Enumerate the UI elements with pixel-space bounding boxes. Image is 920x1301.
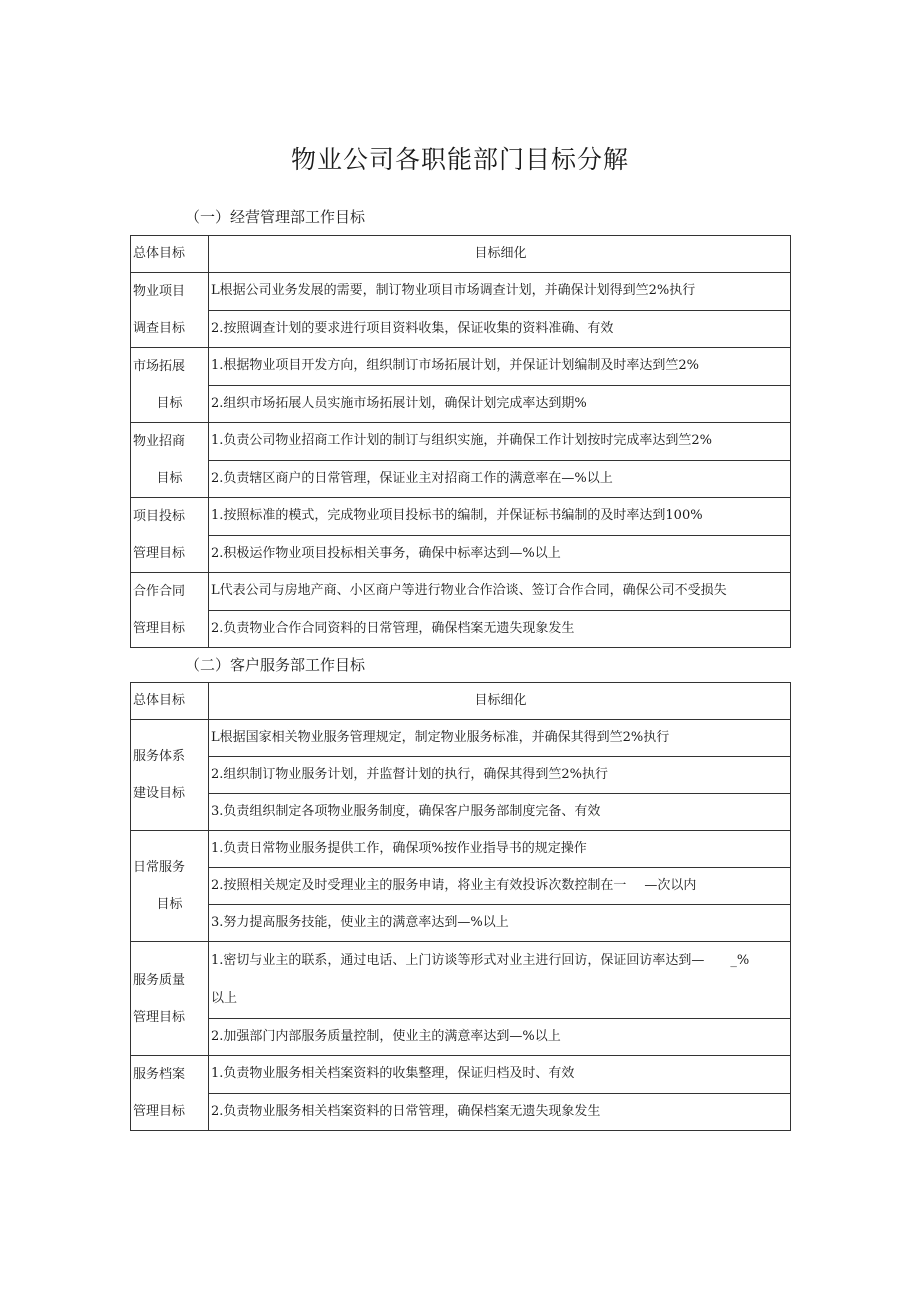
detail-item: 1.负责日常物业服务提供工作，确保项%按作业指导书的规定操作: [209, 831, 791, 868]
category-cell: [131, 423, 209, 498]
detail-item: 2.组织市场拓展人员实施市场拓展计划，确保计划完成率达到期%: [209, 385, 791, 423]
detail-item: L代表公司与房地产商、小区商户等进行物业合作洽谈、签订合作合同，确保公司不受损失: [209, 573, 791, 611]
category-label-line1: 项目投标: [133, 509, 186, 524]
detail-item-text: 2.按照相关规定及时受理业主的服务申请，将业主有效投诉次数控制在一: [211, 878, 627, 893]
detail-item: 2.负责物业服务相关档案资料的日常管理，确保档案无遗失现象发生: [209, 1093, 791, 1131]
detail-item: 1.负责公司物业招商工作计划的制订与组织实施，并确保工作计划按时完成率达到竺2%: [209, 423, 791, 461]
detail-item: L根据公司业务发展的需要，制订物业项目市场调查计划，并确保计划得到竺2%执行: [209, 273, 791, 311]
detail-item-suffix: _%: [730, 953, 750, 968]
detail-item: 1.负责物业服务相关档案资料的收集整理，保证归档及时、有效: [209, 1056, 791, 1094]
table-row: [131, 610, 791, 648]
detail-item: 2.加强部门内部服务质量控制，使业主的满意率达到—%以上: [209, 1019, 791, 1056]
detail-item: 3.负责组织制定各项物业服务制度，确保客户服务部制度完备、有效: [209, 794, 791, 831]
table-row: [131, 348, 791, 386]
page-title: 物业公司各职能部门目标分解: [290, 145, 629, 174]
table-row: [131, 1056, 791, 1094]
category-cell: [131, 720, 209, 831]
category-label-line2: 目标: [156, 396, 183, 411]
table-row: [131, 942, 791, 1019]
header-detail: 目标细化: [209, 236, 791, 273]
category-label-line1: 合作合同: [133, 584, 186, 599]
table-header-row: [131, 683, 791, 720]
detail-item: [209, 942, 791, 1019]
table-row: [131, 498, 791, 536]
table-row: [131, 868, 791, 905]
header-total: 总体目标: [131, 236, 209, 273]
detail-item: 2.积极运作物业项目投标相关事务，确保中标率达到—%以上: [209, 535, 791, 573]
category-cell: [131, 942, 209, 1056]
category-label-line2: 管理目标: [133, 1104, 186, 1119]
category-cell: [131, 273, 209, 348]
category-label-line1: 市场拓展: [133, 359, 186, 374]
detail-item: 3.努力提高服务技能，使业主的满意率达到—%以上: [209, 905, 791, 942]
customer-service-goals-table: [130, 682, 791, 1131]
table-row: [131, 535, 791, 573]
detail-item: 2.负责物业合作合同资料的日常管理，确保档案无遗失现象发生: [209, 610, 791, 648]
table-row: [131, 460, 791, 498]
section-heading-customer-service: （二）客户服务部工作目标: [185, 656, 366, 674]
table-row: [131, 794, 791, 831]
table-row: [131, 573, 791, 611]
table-row: [131, 831, 791, 868]
detail-item: 1.根据物业项目开发方向，组织制订市场拓展计划，并保证计划编制及时率达到竺2%: [209, 348, 791, 386]
table-row: [131, 423, 791, 461]
category-cell: [131, 831, 209, 942]
detail-item-text: 1.密切与业主的联系，通过电话、上门访谈等形式对业主进行回访，保证回访率达到—: [211, 953, 705, 968]
category-label-line1: 物业招商: [133, 434, 186, 449]
category-label-line2: 目标: [156, 471, 183, 486]
category-cell: [131, 1056, 209, 1131]
header-total: 总体目标: [131, 683, 209, 720]
category-label-line1: 日常服务: [133, 860, 186, 875]
detail-item: [209, 868, 791, 905]
table-row: [131, 310, 791, 348]
detail-item: L根据国家相关物业服务管理规定，制定物业服务标准，并确保其得到竺2%执行: [209, 720, 791, 757]
category-cell: [131, 573, 209, 648]
table-row: [131, 1093, 791, 1131]
category-label-line2: 管理目标: [133, 621, 186, 636]
table-row: [131, 720, 791, 757]
category-label-line2: 管理目标: [133, 1009, 186, 1025]
category-label-line2: 建设目标: [133, 786, 186, 801]
detail-item-continuation: 以上: [211, 991, 238, 1006]
detail-item: 2.组织制订物业服务计划，并监督计划的执行，确保其得到竺2%执行: [209, 757, 791, 794]
table-row: [131, 1019, 791, 1056]
section-heading-business: （一）经营管理部工作目标: [185, 208, 366, 226]
category-label-line2: 目标: [156, 897, 183, 912]
category-label-line1: 服务质量: [133, 972, 186, 988]
category-label-line1: 服务档案: [133, 1067, 186, 1082]
table-row: [131, 905, 791, 942]
table-header-row: [131, 236, 791, 273]
category-label-line2: 调查目标: [133, 321, 186, 336]
detail-item: 2.负责辖区商户的日常管理，保证业主对招商工作的满意率在—%以上: [209, 460, 791, 498]
header-detail: 目标细化: [209, 683, 791, 720]
category-cell: [131, 348, 209, 423]
category-cell: [131, 498, 209, 573]
category-label-line1: 服务体系: [133, 749, 186, 764]
detail-item: 2.按照调查计划的要求进行项目资料收集，保证收集的资料准确、有效: [209, 310, 791, 348]
category-label-line1: 物业项目: [133, 284, 186, 299]
detail-item: 1.按照标准的模式，完成物业项目投标书的编制，并保证标书编制的及时率达到100%: [209, 498, 791, 536]
business-goals-table: [130, 235, 791, 648]
category-label-line2: 管理目标: [133, 546, 186, 561]
table-row: [131, 385, 791, 423]
detail-item-suffix: —次以内: [644, 878, 697, 893]
table-row: [131, 757, 791, 794]
table-row: [131, 273, 791, 311]
